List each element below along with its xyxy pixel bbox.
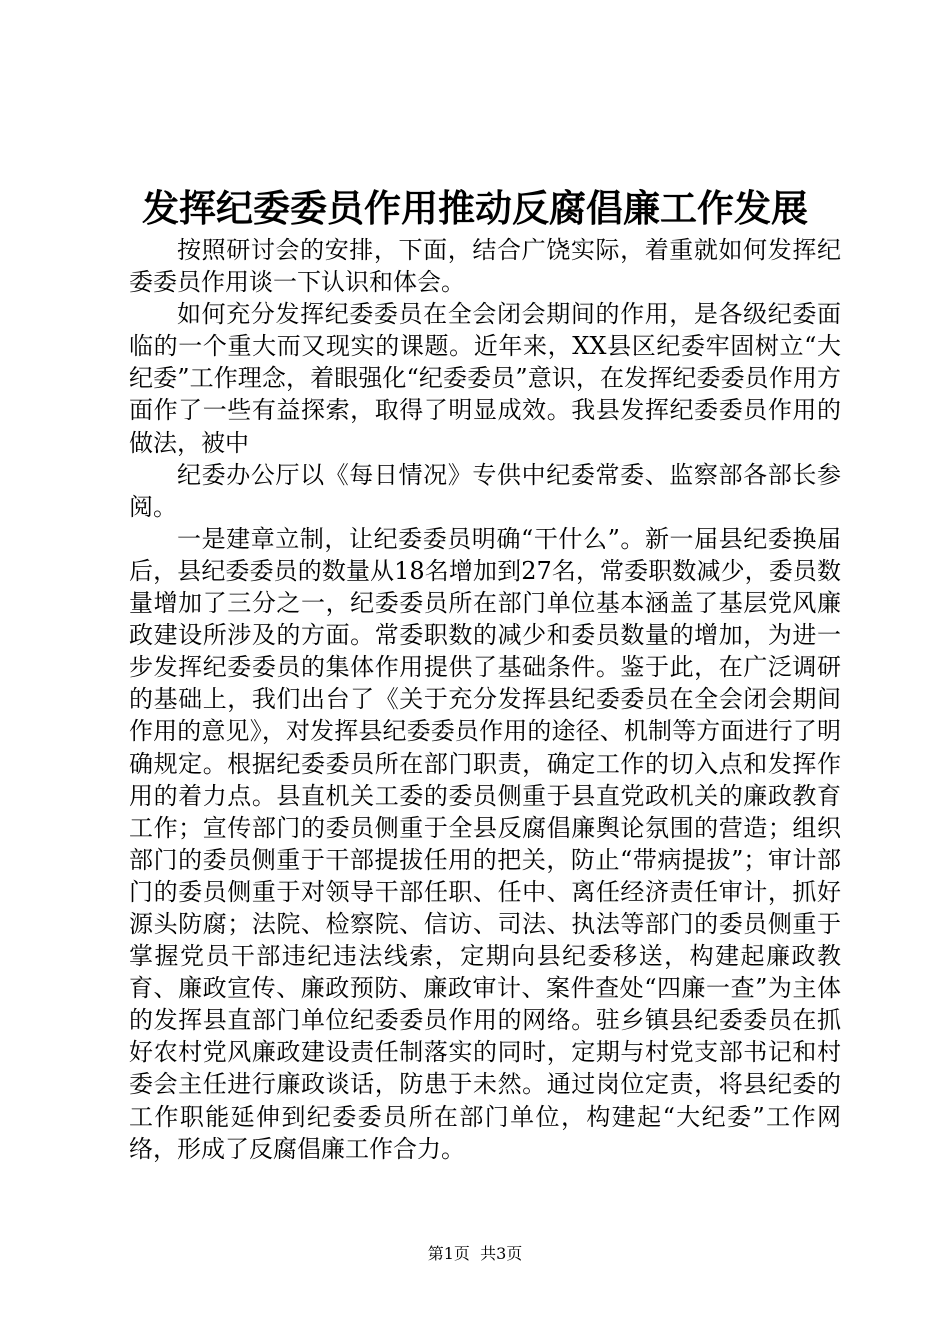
page-total: 共3页 <box>480 1244 523 1263</box>
paragraph-background: 如何充分发挥纪委委员在全会闭会期间的作用，是各级纪委面临的一个重大而又现实的课题。近年来，XX县区纪委牢固树立“大纪委”工作理念，着眼强化“纪委委员”意识，在发挥纪委委员作用方面作了一些有益探索，取得了明显成效。我县发挥纪委委员作用的做法，被中 <box>129 300 841 457</box>
document-body <box>129 234 841 1165</box>
paragraph-intro: 按照研讨会的安排，下面，结合广饶实际，着重就如何发挥纪委委员作用谈一下认识和体会。 <box>129 236 841 297</box>
page-number: 第1页 <box>427 1244 470 1263</box>
page-footer <box>0 1244 950 1264</box>
paragraph-reference: 纪委办公厅以《每日情况》专供中纪委常委、监察部各部长参阅。 <box>129 460 841 521</box>
document-title: 发挥纪委委员作用推动反腐倡廉工作发展 <box>142 186 808 230</box>
paragraph-section-one: 一是建章立制，让纪委委员明确“干什么”。新一届县纪委换届后，县纪委委员的数量从18名增加到27名，常委职数减少，委员数量增加了三分之一，纪委委员所在部门单位基本涵盖了基层党风廉政建设所涉及的方面。常委职数的减少和委员数量的增加，为进一步发挥纪委委员的集体作用提供了基础条件。鉴于此，在广泛调研的基础上，我们出台了《关于充分发挥县纪委委员在全会闭会期间作用的意见》，对发挥县纪委委员作用的途径、机制等方面进行了明确规定。根据纪委委员所在部门职责，确定工作的切入点和发挥作用的着力点。县直机关工委的委员侧重于县直党政机关的廉政教育工作；宣传部门的委员侧重于全县反腐倡廉舆论氛围的营造；组织部门的委员侧重于干部提拔任用的把关，防止“带病提拔”；审计部门的委员侧重于对领导干部任职、任中、离任经济责任审计，抓好源头防腐；法院、检察院、信访、司法、执法等部门的委员侧重于掌握党员干部违纪违法线索，定期向县纪委移送，构建起廉政教育、廉政宣传、廉政预防、廉政审计、案件查处“四廉一查”为主体的发挥县直部门单位纪委委员作用的网络。驻乡镇县纪委委员在抓好农村党风廉政建设责任制落实的同时，定期与村党支部书记和村委会主任进行廉政谈话，防患于未然。通过岗位定责，将县纪委的工作职能延伸到纪委委员所在部门单位，构建起“大纪委”工作网络，形成了反腐倡廉工作合力。 <box>129 524 841 1163</box>
